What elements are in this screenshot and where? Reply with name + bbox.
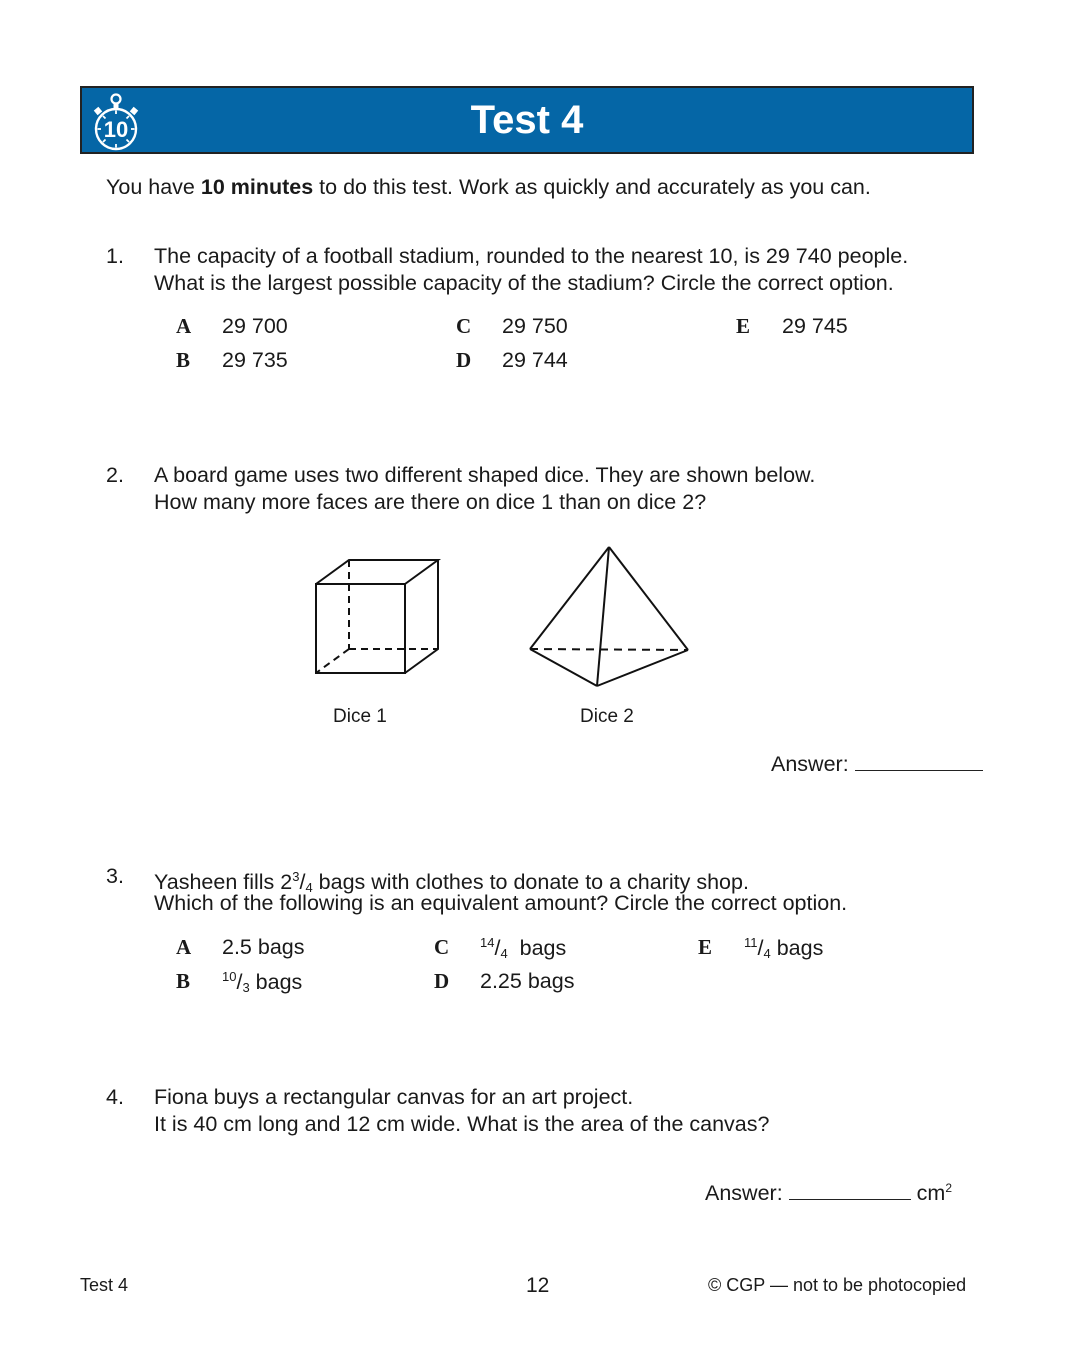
option-1c[interactable]: [456, 314, 568, 339]
option-letter: D: [456, 348, 472, 372]
answer-2: [771, 750, 983, 778]
fraction-denominator: 4: [500, 946, 508, 961]
option-value: 29 750: [502, 314, 568, 338]
fraction-numerator: 11: [744, 935, 758, 950]
option-value: $^{11}/_4$ bags: [744, 935, 824, 961]
fraction-denominator: 3: [242, 980, 250, 995]
instructions: [106, 174, 871, 201]
option-value: 29 700: [222, 314, 288, 338]
dice-1-label: Dice 1: [333, 706, 387, 727]
instructions-time: 10 minutes: [200, 175, 314, 199]
option-value: 2.25 bags: [480, 969, 575, 993]
test-title-banner: [80, 86, 974, 154]
answer-2-blank[interactable]: [855, 750, 983, 771]
answer-unit-exponent: 2: [945, 1181, 952, 1195]
option-letter: B: [176, 969, 191, 993]
fraction-numerator: 14: [480, 935, 495, 950]
option-3d[interactable]: [434, 969, 575, 994]
page-title: Test 4: [470, 98, 584, 142]
option-value: 29 735: [222, 348, 288, 372]
answer-4: [705, 1175, 952, 1207]
question-4-number: 4.: [106, 1085, 124, 1109]
question-1-text-line-2: What is the largest possible capacity of the stadium? Circle the correct option.: [154, 271, 894, 295]
text: Yasheen fills 2: [154, 870, 293, 894]
dice-2-label: Dice 2: [580, 706, 634, 727]
question-1-text-line-1: The capacity of a football stadium, rounded to the nearest 10, is 29 740 people.: [154, 244, 909, 268]
question-4-text-line-1: Fiona buys a rectangular canvas for an art project.: [154, 1085, 634, 1109]
dice-figures: [300, 540, 700, 700]
option-letter: E: [736, 314, 751, 338]
svg-text:10: 10: [103, 117, 129, 142]
option-1b[interactable]: [176, 348, 288, 373]
option-letter: C: [434, 935, 450, 959]
option-3c[interactable]: [434, 935, 567, 961]
option-letter: D: [434, 969, 450, 993]
question-2-text-line-1: A board game uses two different shaped dice. They are shown below.: [154, 463, 816, 487]
option-value: $^{10}/_3$ bags: [222, 969, 303, 995]
option-letter: A: [176, 314, 192, 338]
option-1a[interactable]: [176, 314, 288, 339]
fraction-denominator: 4: [305, 880, 313, 895]
cube-icon: [316, 560, 438, 673]
instructions-suffix: to do this test. Work as quickly and accurately as you can.: [313, 175, 871, 199]
page-number: 12: [526, 1274, 550, 1297]
question-1-number: 1.: [106, 244, 124, 268]
text: bags with clothes to donate to a charity shop.: [312, 870, 749, 894]
question-3-number: 3.: [106, 864, 124, 888]
footer-test-label: Test 4: [80, 1275, 129, 1295]
fraction-numerator: 10: [222, 969, 237, 984]
question-2-number: 2.: [106, 463, 124, 487]
option-letter: A: [176, 935, 192, 959]
option-letter: E: [698, 935, 713, 959]
option-letter: B: [176, 348, 191, 372]
option-value: 29 745: [782, 314, 848, 338]
question-2-text-line-2: How many more faces are there on dice 1 than on dice 2?: [154, 490, 707, 514]
instructions-prefix: You have: [106, 175, 201, 199]
answer-label: Answer:: [705, 1181, 783, 1206]
unit: bags: [249, 970, 303, 994]
answer-4-blank[interactable]: [789, 1179, 911, 1200]
option-letter: C: [456, 314, 472, 338]
option-3a[interactable]: [176, 935, 305, 960]
answer-unit: cm: [916, 1181, 946, 1206]
option-value: 2.5 bags: [222, 935, 305, 959]
question-3-text-line-1: Yasheen fills $2^3/_4$ bags with clothes to donate to a charity shop.: [154, 869, 749, 895]
option-value: 29 744: [502, 348, 568, 372]
unit: bags: [770, 936, 824, 960]
fraction-numerator: 3: [292, 869, 300, 884]
option-1e[interactable]: [736, 314, 848, 339]
option-1d[interactable]: [456, 348, 568, 373]
question-4-text-line-2: It is 40 cm long and 12 cm wide. What is the area of the canvas?: [154, 1112, 770, 1136]
unit: bags: [507, 936, 567, 960]
answer-label: Answer:: [771, 752, 849, 776]
question-3-text-line-2: Which of the following is an equivalent amount? Circle the correct option.: [154, 891, 848, 915]
copyright-notice: © CGP — not to be photocopied: [708, 1275, 967, 1295]
option-3b[interactable]: [176, 969, 303, 995]
fraction-denominator: 4: [763, 946, 771, 961]
option-3e[interactable]: [698, 935, 824, 961]
option-value: $^{14}/_4$ bags: [480, 935, 567, 961]
pyramid-icon: [530, 547, 688, 686]
